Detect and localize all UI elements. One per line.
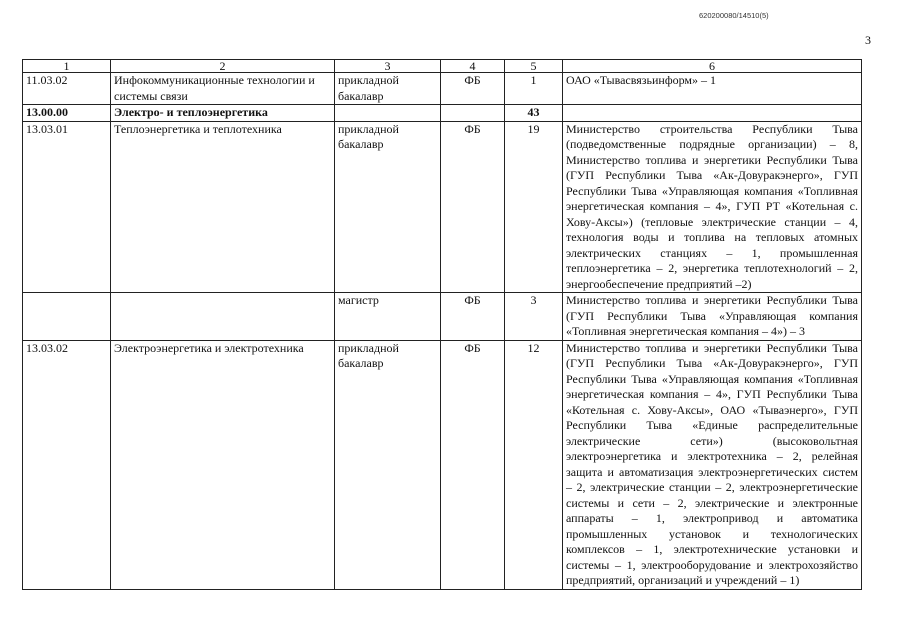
specialty-name: Электроэнергетика и электротехника [111,340,335,589]
funding-source: ФБ [441,121,505,293]
column-header: 1 [23,60,111,73]
quota-count: 3 [505,293,563,341]
employer-organizations [563,105,862,122]
quota-count: 1 [505,73,563,105]
specialty-code [23,293,111,341]
funding-source: ФБ [441,340,505,589]
column-header: 5 [505,60,563,73]
qualification-level: магистр [335,293,441,341]
page-number: 3 [865,33,871,47]
employer-organizations: ОАО «Тывасвязьинформ» – 1 [563,73,862,105]
employer-organizations: Министерство топлива и энергетики Республики Тыва (ГУП Республики Тыва «Управляющая компания «Топливная энергетическая компания – 4») – 3 [563,293,862,341]
table-row [23,73,862,105]
specialty-code: 13.03.01 [23,121,111,293]
qualification-level [335,105,441,122]
column-header: 2 [111,60,335,73]
funding-source: ФБ [441,293,505,341]
specialty-code: 13.00.00 [23,105,111,122]
specialty-name: Электро- и теплоэнергетика [111,105,335,122]
column-header: 3 [335,60,441,73]
header-row [23,60,862,73]
quota-count: 19 [505,121,563,293]
funding-source: ФБ [441,73,505,105]
column-header: 6 [563,60,862,73]
qualification-level: прикладной бакалавр [335,73,441,105]
specialty-name [111,293,335,341]
funding-source [441,105,505,122]
column-header: 4 [441,60,505,73]
employer-organizations: Министерство строительства Республики Тыва (подведомственные подрядные организации) – 8, Министерство топлива и энергетики Республики Тыва (ГУП Республики Тыва «Ак-Довуракэнерго», ГУП Республики Тыва «Управляющая компания «Топливная энергетическая компания – 4», ГУП РТ «Котельная с. Хову-Аксы») (тепловые электрические станции – 4, технология воды и топлива на тепловых атомных электрических станциях – 1, промышленная теплоэнергетика – 2, энергетика теплотехнологий – 2, энергообеспечение предприятий –2) [563,121,862,293]
quota-count: 12 [505,340,563,589]
quota-count: 43 [505,105,563,122]
qualification-level: прикладной бакалавр [335,340,441,589]
specialty-name: Инфокоммуникационные технологии и системы связи [111,73,335,105]
allocation-table [22,59,862,590]
qualification-level: прикладной бакалавр [335,121,441,293]
specialty-code: 11.03.02 [23,73,111,105]
table-row [23,293,862,341]
table-row [23,340,862,589]
employer-organizations: Министерство топлива и энергетики Республики Тыва (ГУП Республики Тыва «Ак-Довуракэнерго», ГУП Республики Тыва «Управляющая компания «Топливная энергетическая компания – 4», ГУП Республики Тыва «Котельная с. Хову-Аксы», ОАО «Тываэнерго», ГУП Республики Тыва «Единые распределительные электрические сети») (высоковольтная электроэнергетика и электротехника – 2, релейная защита и автоматизация электроэнергетических систем – 2, электрические станции – 2, электроэнергетические системы и сети – 2, электрические и электронные аппараты – 1, электропривод и автоматика промышленных установок и технологических комплексов – 1, электротехнические установки и системы – 1, электрооборудование и электрохозяйство предприятий, организаций и учреждений – 1) [563,340,862,589]
specialty-code: 13.03.02 [23,340,111,589]
table-row-group-header [23,105,862,122]
table-row [23,121,862,293]
specialty-name: Теплоэнергетика и теплотехника [111,121,335,293]
document-id: 620200080/14510(5) [699,11,769,20]
